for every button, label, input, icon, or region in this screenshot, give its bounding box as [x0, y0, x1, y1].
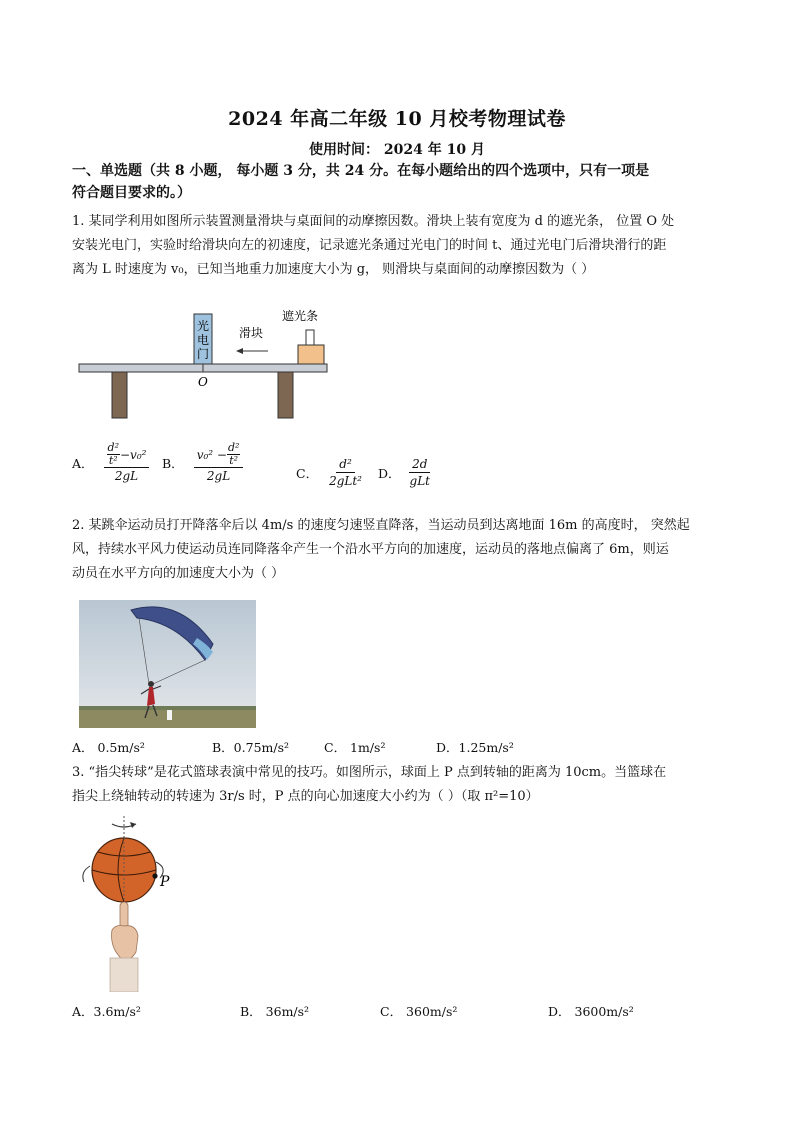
section-heading: [72, 160, 722, 204]
ground-marker: [167, 710, 172, 720]
question-2-text: [72, 514, 722, 586]
section-heading-line-2: 符合题目要求的。）: [72, 185, 191, 201]
shading-strip: [306, 330, 314, 345]
slider-block: [298, 345, 324, 364]
q1-line-3: 离为 L 时速度为 v₀，已知当地重力加速度大小为 g， 则滑块与桌面间的动摩擦因数为（ ）: [72, 262, 595, 277]
q2-option-a[interactable]: A． 0.5m/s²: [72, 740, 145, 755]
point-o-label: O: [198, 375, 208, 389]
point-p: [152, 873, 157, 878]
q3-line-2: 指尖上绕轴转动的转速为 3r/s 时，P 点的向心加速度大小约为（ ）（取 π²=10）: [72, 789, 539, 804]
swoosh-left: [83, 866, 90, 882]
q2-option-b[interactable]: B．0.75m/s²: [212, 740, 290, 755]
q3-option-d[interactable]: D． 3600m/s²: [548, 1004, 634, 1019]
question-1-text: [72, 210, 722, 282]
point-p-label: P: [160, 874, 170, 890]
q1-option-a[interactable]: A． d² t² −v₀² 2gL: [72, 442, 149, 484]
photogate-label-1: 光: [196, 319, 210, 333]
photogate-label-3: 门: [196, 347, 210, 361]
skydiver-head: [148, 681, 154, 687]
q2-option-c[interactable]: C． 1m/s²: [324, 740, 386, 755]
table-leg-right: [278, 372, 293, 418]
q2-line-3: 动员在水平方向的加速度大小为（ ）: [72, 566, 285, 581]
section-heading-line-1: 一、单选题（共 8 小题， 每小题 3 分，共 24 分。在每小题给出的四个选项中，只有一项是: [72, 163, 650, 179]
q2-skydiver-photo: [79, 600, 256, 728]
table-leg-left: [112, 372, 127, 418]
strip-label: 遮光条: [282, 309, 319, 323]
exam-title: 2024 年高二年级 10 月校考物理试卷: [228, 108, 566, 130]
q2-line-2: 风，持续水平风力使运动员连同降落伞产生一个沿水平方向的加速度，运动员的落地点偏离了 6m，则运: [72, 542, 669, 557]
q1-option-d[interactable]: D． $\frac{2d}{\text{gLt}}$: [378, 457, 431, 488]
q1-apparatus-figure: [76, 302, 332, 422]
question-3-text: [72, 761, 722, 809]
q1-line-1: 1. 某同学利用如图所示装置测量滑块与桌面间的动摩擦因数。滑块上装有宽度为 d 的遮光条， 位置 O 处: [72, 214, 675, 229]
velocity-arrow-head: [236, 348, 243, 354]
q1-line-2: 安装光电门，实验时给滑块向左的初速度，记录遮光条通过光电门的时间 t、通过光电门后滑块滑行的距: [72, 238, 667, 253]
q3-option-a[interactable]: A．3.6m/s²: [72, 1004, 141, 1019]
photo-horizon: [79, 706, 256, 710]
q3-option-b[interactable]: B． 36m/s²: [240, 1004, 310, 1019]
hand: [112, 926, 139, 961]
q1-option-b[interactable]: B． v₀² − $\frac{\text{d²}}{\text{t²}}$ 2gL: [162, 442, 243, 484]
q3-option-c[interactable]: C． 360m/s²: [380, 1004, 458, 1019]
q2-line-1: 2. 某跳伞运动员打开降落伞后以 4m/s 的速度匀速竖直降落，当运动员到达离地面 16m 的高度时， 突然起: [72, 518, 690, 533]
q3-basketball-figure: [76, 812, 186, 992]
q1-option-c[interactable]: C． $\frac{\text{d²}}{\text{2gLt²}}$: [296, 457, 362, 488]
q2-option-d[interactable]: D．1.25m/s²: [436, 740, 514, 755]
exam-time: 使用时间： 2024 年 10 月: [309, 142, 485, 158]
sleeve: [110, 958, 138, 992]
photogate-label-2: 电: [196, 333, 210, 347]
block-label: 滑块: [239, 326, 264, 340]
q3-line-1: 3. “指尖转球”是花式篮球表演中常见的技巧。如图所示，球面上 P 点到转轴的距离为 10cm。当篮球在: [72, 765, 667, 780]
